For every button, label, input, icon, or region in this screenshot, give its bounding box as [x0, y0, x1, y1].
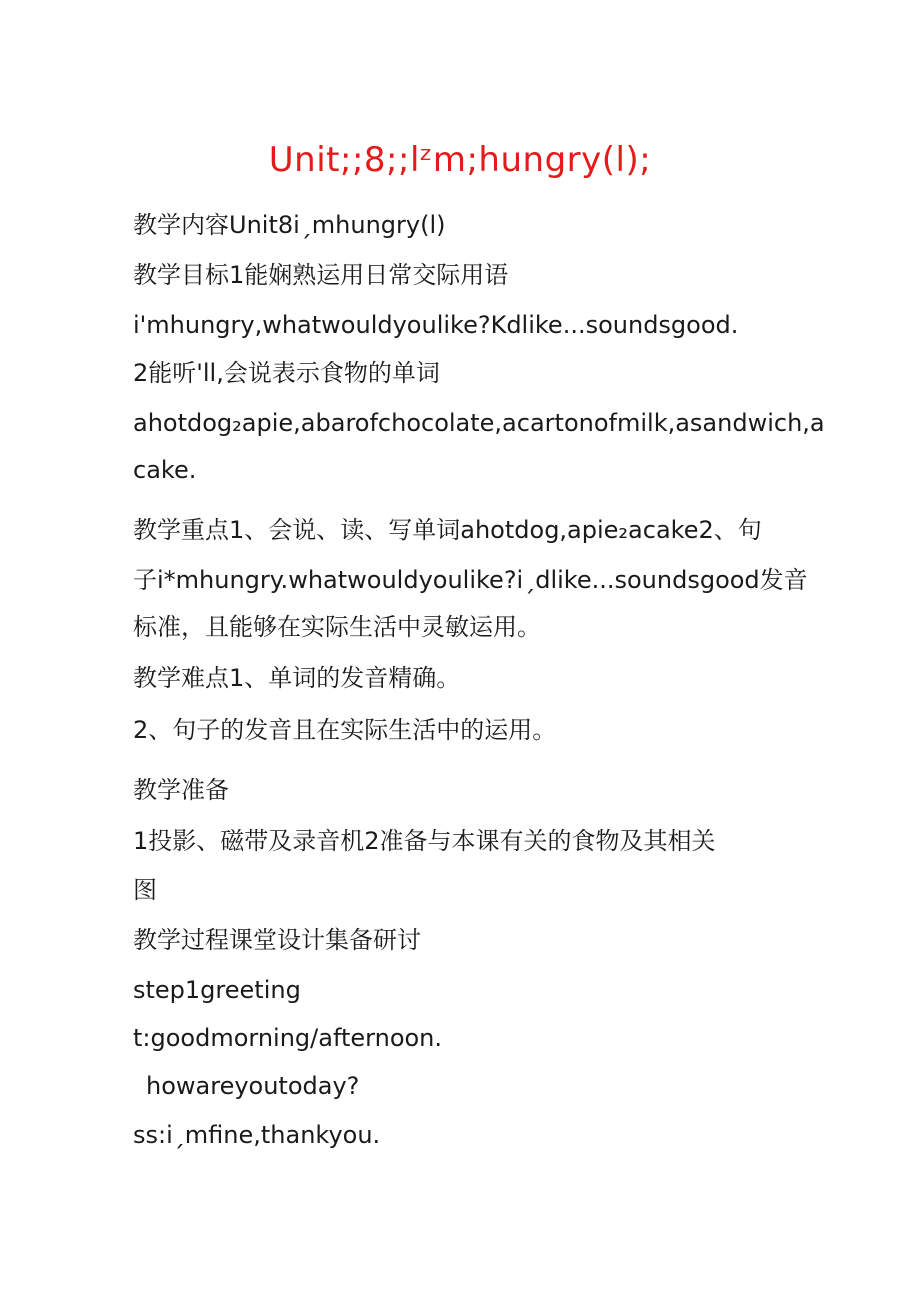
text-line: 教学内容Unit8iˏmhungry(l)	[133, 211, 446, 239]
text-line: cake.	[133, 456, 197, 484]
text-line: 2能听'll,会说表示食物的单词	[133, 359, 440, 387]
text-line: 教学过程课堂设计集备研讨	[133, 926, 421, 954]
text-line: 2、句子的发音且在实际生活中的运用。	[133, 716, 557, 744]
text-line: 教学目标1能娴熟运用日常交际用语	[133, 261, 509, 289]
text-line: ss:iˏmfine,thankyou.	[133, 1121, 381, 1149]
text-line: t:goodmorning/afternoon.	[133, 1024, 443, 1052]
text-line: howareyoutoday?	[146, 1072, 360, 1100]
text-line: 子i*mhungry.whatwouldyoulike?iˏdlike...soundsgood发音	[133, 566, 808, 594]
text-line: 教学重点1、会说、读、写单词ahotdog,apie₂acake2、句	[133, 516, 762, 544]
text-line: 1投影、磁带及录音机2准备与本课有关的食物及其相关	[133, 827, 716, 855]
text-line: i'mhungry,whatwouldyoulike?Kdlike...soundsgood.	[133, 311, 739, 339]
document-title: Unit;;8;;lᶻm;hungry(l);	[268, 140, 652, 180]
text-line: 教学难点1、单词的发音精确。	[133, 664, 461, 692]
text-line: ahotdog₂apie,abarofchocolate,acartonofmilk,asandwich,a	[133, 409, 825, 437]
text-line: 教学准备	[133, 776, 229, 804]
text-line: 标准，且能够在实际生活中灵敏运用。	[133, 613, 541, 641]
text-line: step1greeting	[133, 976, 301, 1004]
text-line: 图	[133, 876, 157, 904]
